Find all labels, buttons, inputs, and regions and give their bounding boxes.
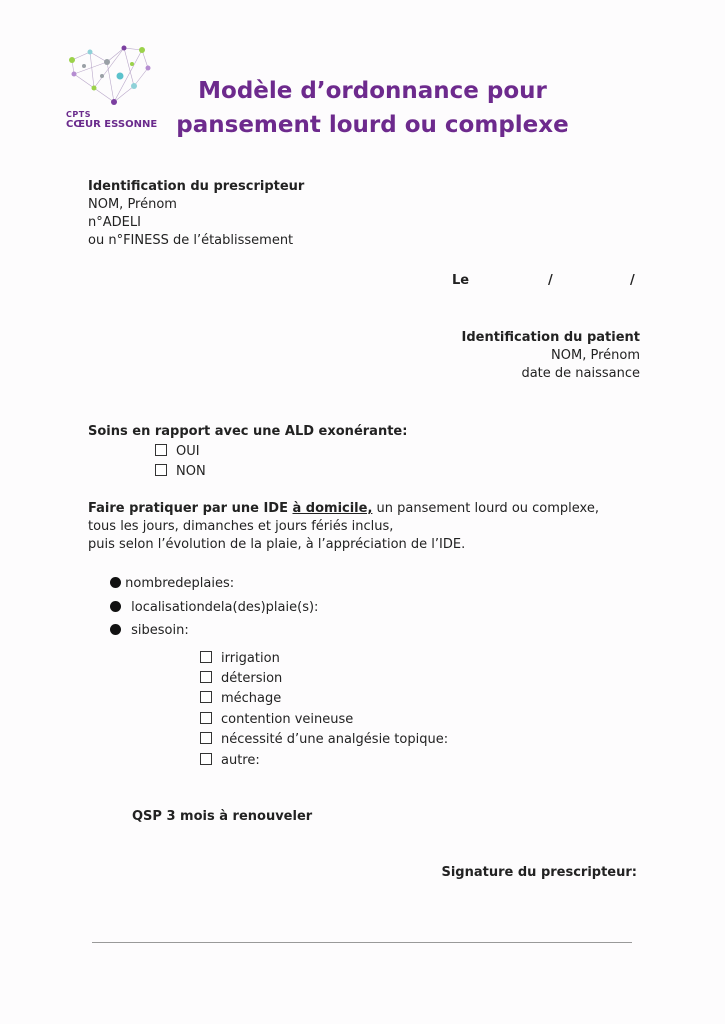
bullet-text-localisation: localisationdela(des)plaie(s):	[131, 600, 319, 615]
title-line-2: pansement lourd ou complexe	[176, 112, 569, 138]
prescriber-name: NOM, Prénom	[88, 197, 177, 212]
option-label: méchage	[221, 691, 282, 706]
checkbox-analgesie[interactable]	[200, 732, 212, 744]
bullet-text-besoin: sibesoin:	[131, 623, 189, 638]
ald-option-non[interactable]	[155, 463, 206, 481]
prescription-line-3: puis selon l’évolution de la plaie, à l’appréciation de l’IDE.	[88, 537, 466, 552]
ald-oui-label: OUI	[176, 444, 200, 459]
heart-network-icon	[62, 40, 152, 110]
date-label: Le	[452, 273, 470, 288]
date-sep-1: /	[548, 273, 553, 288]
bullet-icon	[110, 601, 121, 612]
prescription-domicile: à domicile,	[292, 501, 373, 516]
ald-heading: Soins en rapport avec une ALD exonérante:	[88, 424, 408, 439]
ald-option-oui[interactable]	[155, 443, 200, 461]
bullet-item	[110, 622, 189, 640]
checkbox-autre[interactable]	[200, 753, 212, 765]
checkbox-mechage[interactable]	[200, 691, 212, 703]
option-mechage[interactable]	[200, 690, 281, 708]
prescriber-adeli: n°ADELI	[88, 215, 141, 230]
option-analgesie[interactable]	[200, 731, 448, 749]
date-sep-2: /	[630, 273, 635, 288]
prescription-rest: un pansement lourd ou complexe,	[372, 501, 599, 516]
option-detersion[interactable]	[200, 670, 282, 688]
prescriber-heading: Identification du prescripteur	[88, 179, 305, 194]
bullet-text-plaies: nombredeplaies:	[125, 576, 235, 591]
option-label: contention veineuse	[221, 712, 354, 727]
option-irrigation[interactable]	[200, 650, 280, 668]
option-label: détersion	[221, 671, 283, 686]
option-autre[interactable]	[200, 752, 260, 770]
prescription-block	[88, 500, 599, 554]
patient-name: NOM, Prénom	[551, 348, 640, 363]
checkbox-irrigation[interactable]	[200, 651, 212, 663]
patient-block	[461, 329, 640, 383]
checkbox-non[interactable]	[155, 464, 167, 476]
prescriber-block	[88, 178, 304, 250]
qsp-text: QSP 3 mois à renouveler	[132, 809, 313, 824]
logo-small-text: CPTS	[66, 110, 91, 119]
title-line-1: Modèle d’ordonnance pour	[198, 78, 547, 104]
prescription-line-1	[88, 500, 599, 518]
prescription-line-2: tous les jours, dimanches et jours fériés inclus,	[88, 519, 394, 534]
logo-big-text: CŒUR ESSONNE	[66, 119, 158, 130]
cpts-logo	[62, 40, 162, 132]
prescription-lead: Faire pratiquer par une IDE	[88, 501, 293, 516]
option-label: autre:	[221, 753, 260, 768]
option-label: irrigation	[221, 651, 280, 666]
option-label: nécessité d’une analgésie topique:	[221, 732, 449, 747]
patient-heading: Identification du patient	[461, 330, 640, 345]
bullet-icon	[110, 624, 121, 635]
bullet-item	[110, 599, 318, 617]
checkbox-oui[interactable]	[155, 444, 167, 456]
footer-divider	[92, 942, 632, 943]
option-contention[interactable]	[200, 711, 353, 729]
bullet-icon	[110, 577, 121, 588]
bullet-item	[110, 575, 234, 593]
prescriber-finess: ou n°FINESS de l’établissement	[88, 233, 294, 248]
checkbox-detersion[interactable]	[200, 671, 212, 683]
ald-non-label: NON	[176, 464, 206, 479]
checkbox-contention[interactable]	[200, 712, 212, 724]
signature-label: Signature du prescripteur:	[441, 865, 637, 880]
patient-dob: date de naissance	[521, 366, 640, 381]
page-title	[150, 74, 595, 142]
